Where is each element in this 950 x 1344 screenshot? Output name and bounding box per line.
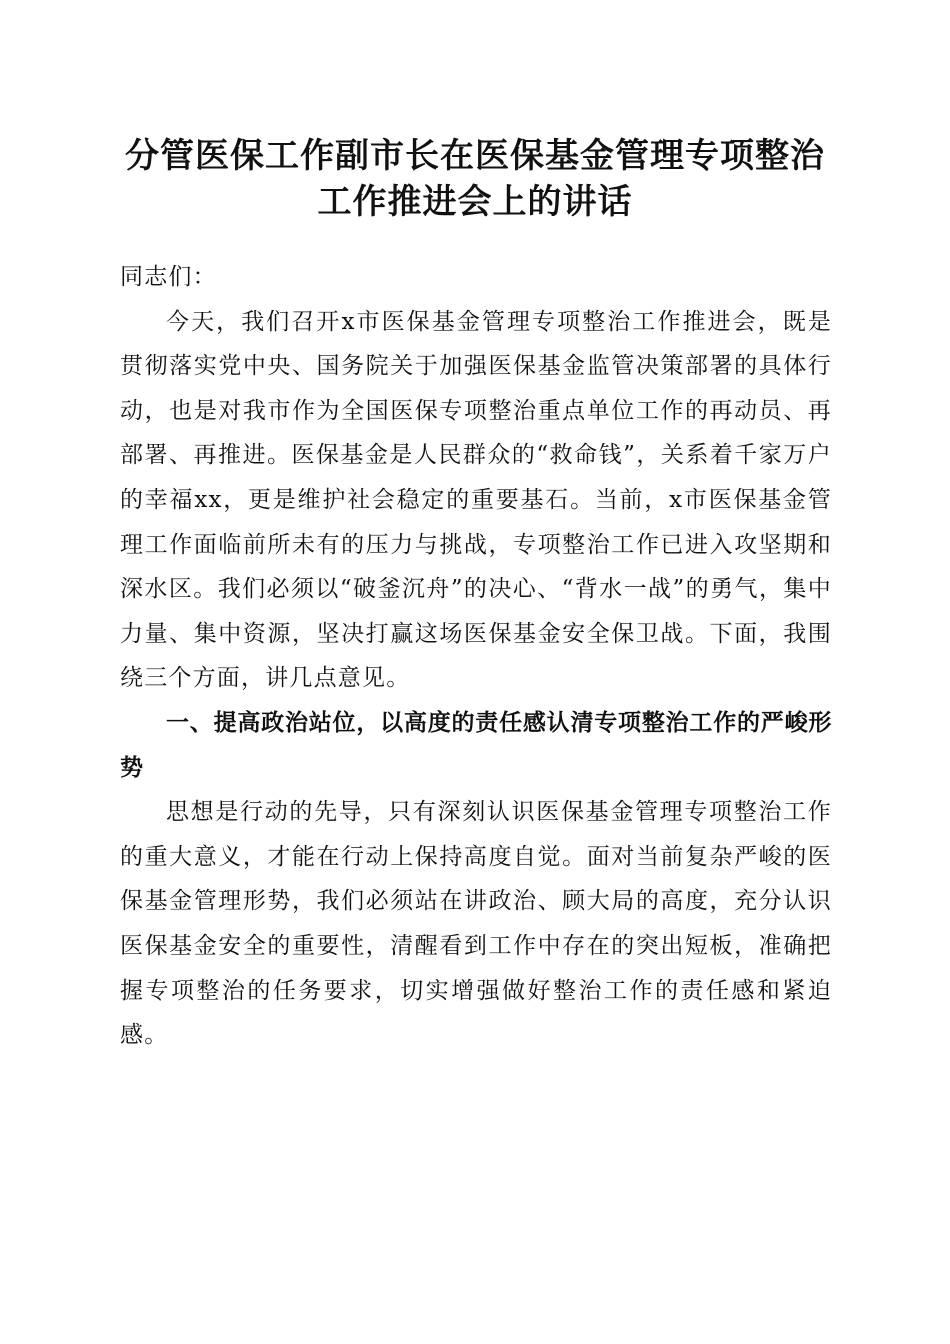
title-line-2: 工作推进会上的讲话 xyxy=(317,182,633,222)
document-body xyxy=(120,255,832,1058)
paragraph-opening: 今天，我们召开x市医保基金管理专项整治工作推进会，既是贯彻落实党中央、国务院关于加强医保基金监管决策部署的具体行动，也是对我市作为全国医保专项整治重点单位工作的再动员、再部署、再推进。医保基金是人民群众的“救命钱”，关系着千家万户的幸福xx，更是维护社会稳定的重要基石。当前，x市医保基金管理工作面临前所未有的压力与挑战，专项整治工作已进入攻坚期和深水区。我们必须以“破釜沉舟”的决心、“背水一战”的勇气，集中力量、集中资源，坚决打赢这场医保基金安全保卫战。下面，我围绕三个方面，讲几点意见。 xyxy=(120,308,832,692)
salutation: 同志们： xyxy=(120,264,217,290)
title-line-1: 分管医保工作副市长在医保基金管理专项整治 xyxy=(125,136,825,176)
section-heading-1: 一、提高政治站位，以高度的责任感认清专项整治工作的严峻形势 xyxy=(120,709,832,781)
paragraph-section-1: 思想是行动的先导，只有深刻认识医保基金管理专项整治工作的重大意义，才能在行动上保持高度自觉。面对当前复杂严峻的医保基金管理形势，我们必须站在讲政治、顾大局的高度，充分认识医保基金安全的重要性，清醒看到工作中存在的突出短板，准确把握专项整治的任务要求，切实增强做好整治工作的责任感和紧迫感。 xyxy=(120,799,832,1049)
document-title xyxy=(100,133,850,225)
